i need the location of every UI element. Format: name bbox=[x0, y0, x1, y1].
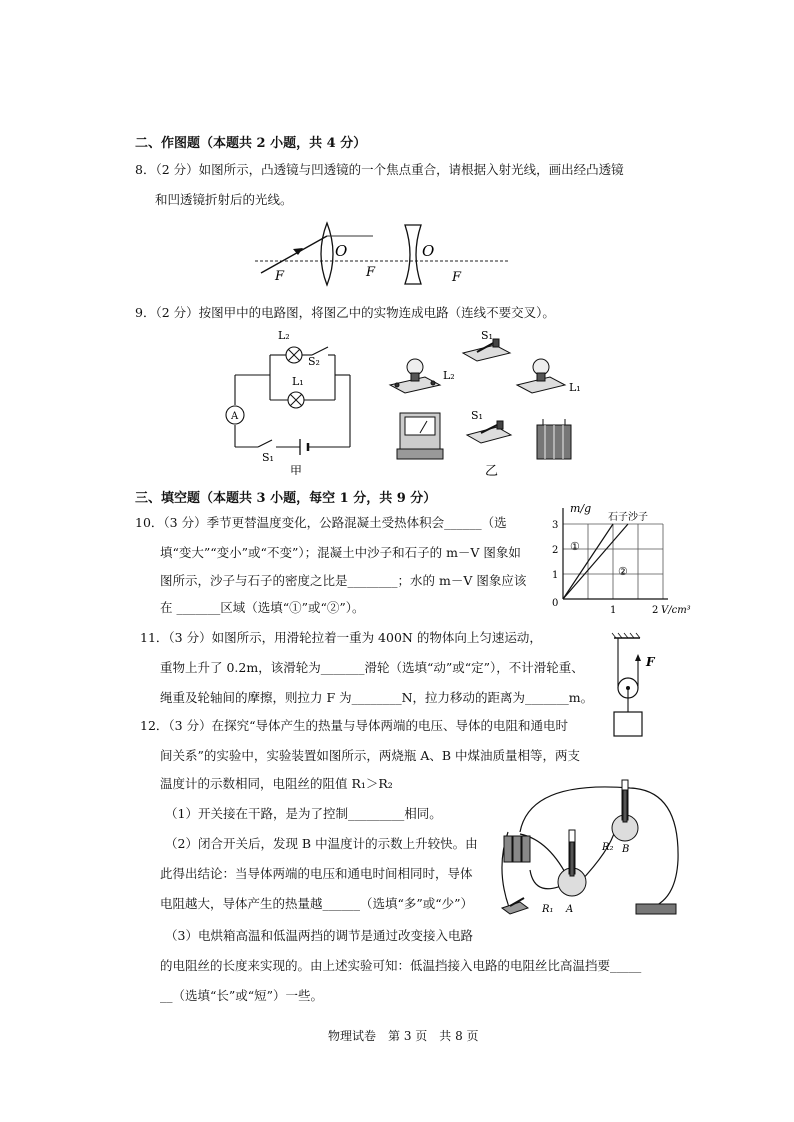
x-tick-2: 2 bbox=[652, 605, 659, 616]
label-L1-physical: L₁ bbox=[569, 381, 581, 394]
m-v-graph bbox=[548, 500, 698, 625]
region-1-label: ① bbox=[570, 540, 580, 553]
y-axis-label: m/g bbox=[570, 502, 592, 515]
label-O-concave: O bbox=[422, 242, 435, 260]
circuit-diagram-jia bbox=[220, 325, 370, 475]
label-jia: 甲 bbox=[290, 464, 303, 475]
label-O-convex: O bbox=[335, 242, 348, 260]
weight-block bbox=[614, 712, 642, 736]
q10-line-1: 10．（3 分）季节更替温度变化，公路混凝土受热体积会______（选 bbox=[135, 515, 507, 530]
label-S1-bottom: S₁ bbox=[471, 409, 483, 422]
lens-diagram bbox=[255, 218, 515, 288]
label-B: B bbox=[622, 844, 630, 855]
q9-text: 9．（2 分）按图甲中的电路图，将图乙中的实物连成电路（连线不要交叉）。 bbox=[135, 305, 555, 320]
y-tick-2: 2 bbox=[552, 545, 559, 556]
bulb-holder-L2-icon bbox=[390, 359, 440, 393]
battery-icon bbox=[300, 439, 308, 455]
q12-sub-2b: 此得出结论：当导体两端的电压和通电时间相同时，导体 bbox=[160, 866, 473, 881]
pulley-diagram bbox=[608, 630, 668, 740]
force-arrow-icon bbox=[635, 654, 641, 661]
label-S1-top: S₁ bbox=[481, 329, 493, 342]
label-yi: 乙 bbox=[485, 464, 499, 479]
curve-label: 石子沙子 bbox=[608, 512, 648, 523]
label-S2: S₂ bbox=[308, 355, 320, 368]
label-F-mid: F bbox=[366, 265, 376, 280]
sand-line bbox=[563, 524, 628, 599]
flask-B-icon bbox=[612, 780, 638, 841]
q11-line-1: 11．（3 分）如图所示，用滑轮拉着一重为 400N 的物体向上匀速运动， bbox=[140, 630, 542, 645]
x-tick-1: 1 bbox=[610, 605, 617, 616]
q12-sub-3a: （3）电烘箱高温和低温两挡的调节是通过改变接入电路 bbox=[165, 928, 473, 943]
y-tick-0: 0 bbox=[552, 598, 559, 609]
bulb-holder-L1-icon bbox=[517, 359, 565, 393]
q12-line-3: 温度计的示数相同，电阻丝的阻值 R₁＞R₂ bbox=[160, 776, 393, 791]
q12-sub-3c: __（选填“长”或“短”）一些。 bbox=[160, 988, 324, 1003]
incident-ray bbox=[261, 236, 327, 273]
section-2-title: 二、作图题（本题共 2 小题，共 4 分） bbox=[135, 136, 367, 151]
q10-line-2: 填“变大”“变小”或“不变”）；混凝土中沙子和石子的 m－V 图象如 bbox=[160, 545, 521, 560]
battery-pack-icon bbox=[537, 419, 571, 459]
q12-sub-3b: 的电阻丝的长度来实现的。由上述实验可知：低温挡接入电路的电阻丝比高温挡要_____ bbox=[160, 958, 642, 973]
ammeter-label: A bbox=[231, 411, 239, 422]
switch-S1-bottom-icon bbox=[467, 421, 511, 443]
q12-line-2: 间关系”的实验中，实验装置如图所示，两烧瓶 A、B 中煤油质量相等，两支 bbox=[160, 748, 581, 763]
label-R1: R₁ bbox=[542, 904, 554, 915]
label-L2: L₂ bbox=[278, 329, 290, 342]
concave-lens bbox=[405, 225, 421, 284]
lamp-L2-icon bbox=[286, 347, 302, 363]
y-tick-3: 3 bbox=[552, 520, 559, 531]
q12-sub-2c: 电阻越大，导体产生的热量越______（选填“多”或“少”） bbox=[160, 896, 474, 911]
q12-sub-1: （1）开关接在干路，是为了控制_________相同。 bbox=[165, 806, 442, 821]
label-L2-physical: L₂ bbox=[443, 369, 455, 382]
physical-components-yi bbox=[385, 325, 595, 485]
q8-line-2: 和凹透镜折射后的光线。 bbox=[155, 192, 293, 207]
label-F-left: F bbox=[275, 269, 285, 284]
lamp-L1-icon bbox=[288, 392, 304, 408]
q10-line-4: 在 _______区域（选填“①”或“②”）。 bbox=[160, 600, 365, 615]
region-2-label: ② bbox=[618, 565, 628, 578]
rheostat-icon bbox=[636, 904, 676, 914]
label-F-right: F bbox=[452, 270, 462, 285]
x-axis-label: V/cm³ bbox=[661, 605, 691, 616]
q8-line-1: 8．（2 分）如图所示，凸透镜与凹透镜的一个焦点重合，请根据入射光线，画出经凸透镜 bbox=[135, 162, 624, 177]
convex-lens bbox=[321, 223, 333, 285]
q12-line-1: 12．（3 分）在探究“导体产生的热量与导体两端的电压、导体的电阻和通电时 bbox=[140, 718, 568, 733]
label-A: A bbox=[566, 904, 574, 915]
page-footer: 物理试卷 第 3 页 共 8 页 bbox=[328, 1029, 479, 1043]
label-R2: R₂ bbox=[602, 842, 614, 853]
q10-line-3: 图所示，沙子与石子的密度之比是________；水的 m－V 图象应该 bbox=[160, 573, 527, 588]
force-label: F bbox=[646, 655, 655, 669]
flask-A-icon bbox=[558, 830, 586, 896]
q11-line-3: 绳重及轮轴间的摩擦，则拉力 F 为________N，拉力移动的距离为_______m。 bbox=[160, 690, 594, 705]
y-tick-1: 1 bbox=[552, 570, 559, 581]
label-L1: L₁ bbox=[292, 375, 304, 388]
heating-experiment-diagram bbox=[490, 770, 690, 920]
q11-line-2: 重物上升了 0.2m，该滑轮为_______滑轮（选填“动”或“定”），不计滑轮重、 bbox=[160, 660, 584, 675]
battery-cells-icon bbox=[504, 836, 530, 862]
switch-S1-top-icon bbox=[463, 339, 510, 361]
ammeter-device-icon bbox=[397, 413, 443, 459]
label-S1: S₁ bbox=[262, 451, 274, 464]
switch-icon bbox=[502, 898, 528, 914]
q12-sub-2a: （2）闭合开关后，发现 B 中温度计的示数上升较快。由 bbox=[165, 836, 478, 851]
section-3-title: 三、填空题（本题共 3 小题，每空 1 分，共 9 分） bbox=[135, 491, 437, 506]
